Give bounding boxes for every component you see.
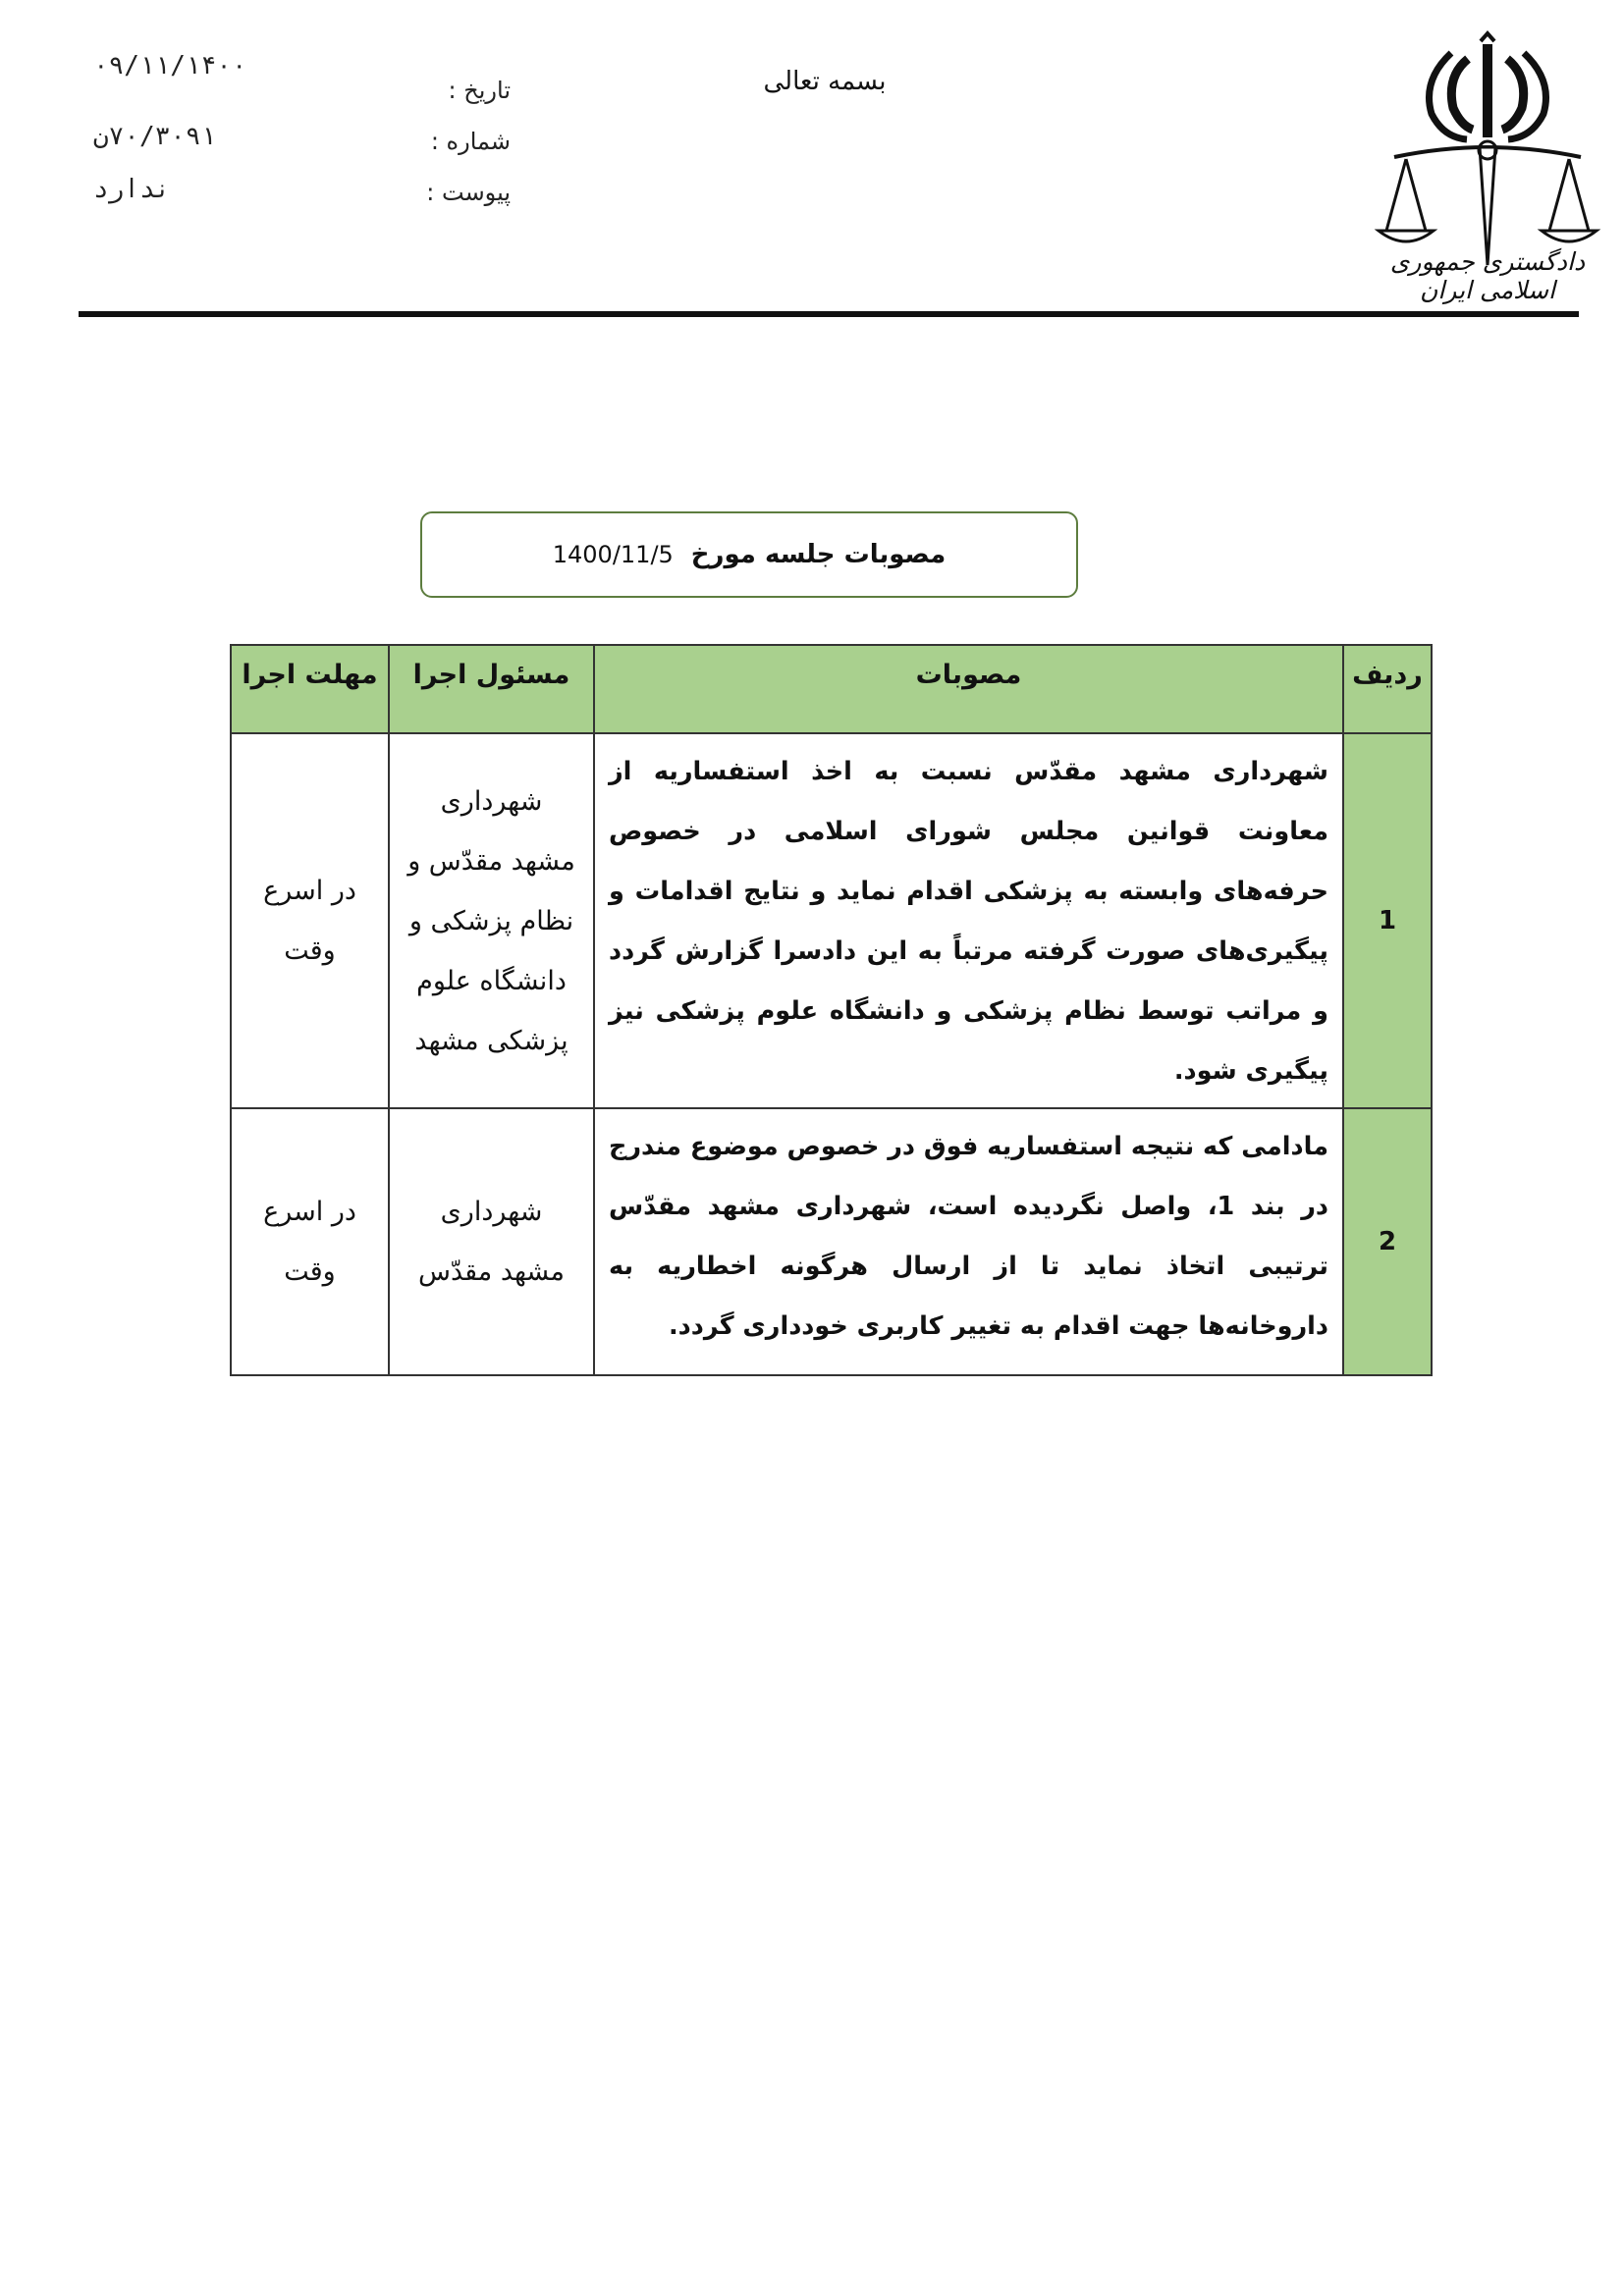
meeting-title: مصوبات جلسه مورخ: [690, 540, 947, 569]
header-deadline: مهلت اجرا: [231, 645, 389, 733]
header-resolutions: مصوبات: [594, 645, 1343, 733]
resolutions-table: [230, 644, 1433, 1376]
date-value: ۰۹/۱۱/۱۴۰۰: [93, 51, 247, 80]
header-row-number: ردیف: [1343, 645, 1432, 733]
meeting-title-box: [420, 511, 1078, 598]
responsible-line: مشهد مقدّس و: [407, 845, 575, 877]
attachment-label: پیوست :: [426, 179, 511, 206]
attachment-value: ندارد: [93, 175, 171, 204]
emblem-caption: دادگستری جمهوری اسلامی ایران: [1389, 247, 1586, 304]
deadline-line: وقت: [284, 935, 336, 966]
responsible-line: شهرداری: [440, 785, 543, 817]
date-label: تاریخ :: [448, 77, 511, 104]
table-row: [231, 733, 1432, 1108]
row-number: 2: [1343, 1108, 1432, 1375]
responsible-line: نظام پزشکی و: [408, 905, 574, 936]
responsible-cell: [389, 733, 594, 1108]
basmala: بسمه تعالی: [763, 67, 887, 96]
number-value: ۷۰/۳۰۹۱ن: [93, 122, 217, 151]
responsible-cell: [389, 1108, 594, 1375]
resolution-text: مادامی که نتیجه استفساریه فوق در خصوص موضوع مندرج در بند 1، واصل نگردیده است، شهرداری مشهد مقدّس ترتیبی اتخاذ نماید تا از ارسال هرگونه اخطاریه به داروخانه‌ها جهت اقدام به تغییر کاربری خودداری گردد.: [594, 1108, 1343, 1375]
header-divider: [79, 311, 1579, 317]
meeting-date: 1400/11/5: [552, 541, 674, 568]
responsible-line: مشهد مقدّس: [417, 1256, 565, 1287]
number-label: شماره :: [430, 128, 511, 155]
table-row: [231, 1108, 1432, 1375]
responsible-line: دانشگاه علوم: [416, 965, 567, 996]
responsible-line: پزشکی مشهد: [414, 1025, 568, 1056]
resolution-text: شهرداری مشهد مقدّس نسبت به اخذ استفساریه از معاونت قوانین مجلس شورای اسلامی در خصوص حرفه‌های وابسته به پزشکی اقدام نماید و نتایج اقدامات و پیگیری‌های صورت گرفته مرتباً به این دادسرا گزارش گردد و مراتب توسط نظام پزشکی و دانشگاه علوم پزشکی نیز پیگیری شود.: [594, 733, 1343, 1108]
deadline-line: در اسرع: [263, 876, 356, 906]
deadline-cell: [231, 1108, 389, 1375]
deadline-line: وقت: [284, 1256, 336, 1287]
responsible-line: شهرداری: [440, 1197, 543, 1227]
table-header-row: [231, 645, 1432, 733]
deadline-cell: [231, 733, 389, 1108]
header-responsible: مسئول اجرا: [389, 645, 594, 733]
deadline-line: در اسرع: [263, 1197, 356, 1227]
row-number: 1: [1343, 733, 1432, 1108]
